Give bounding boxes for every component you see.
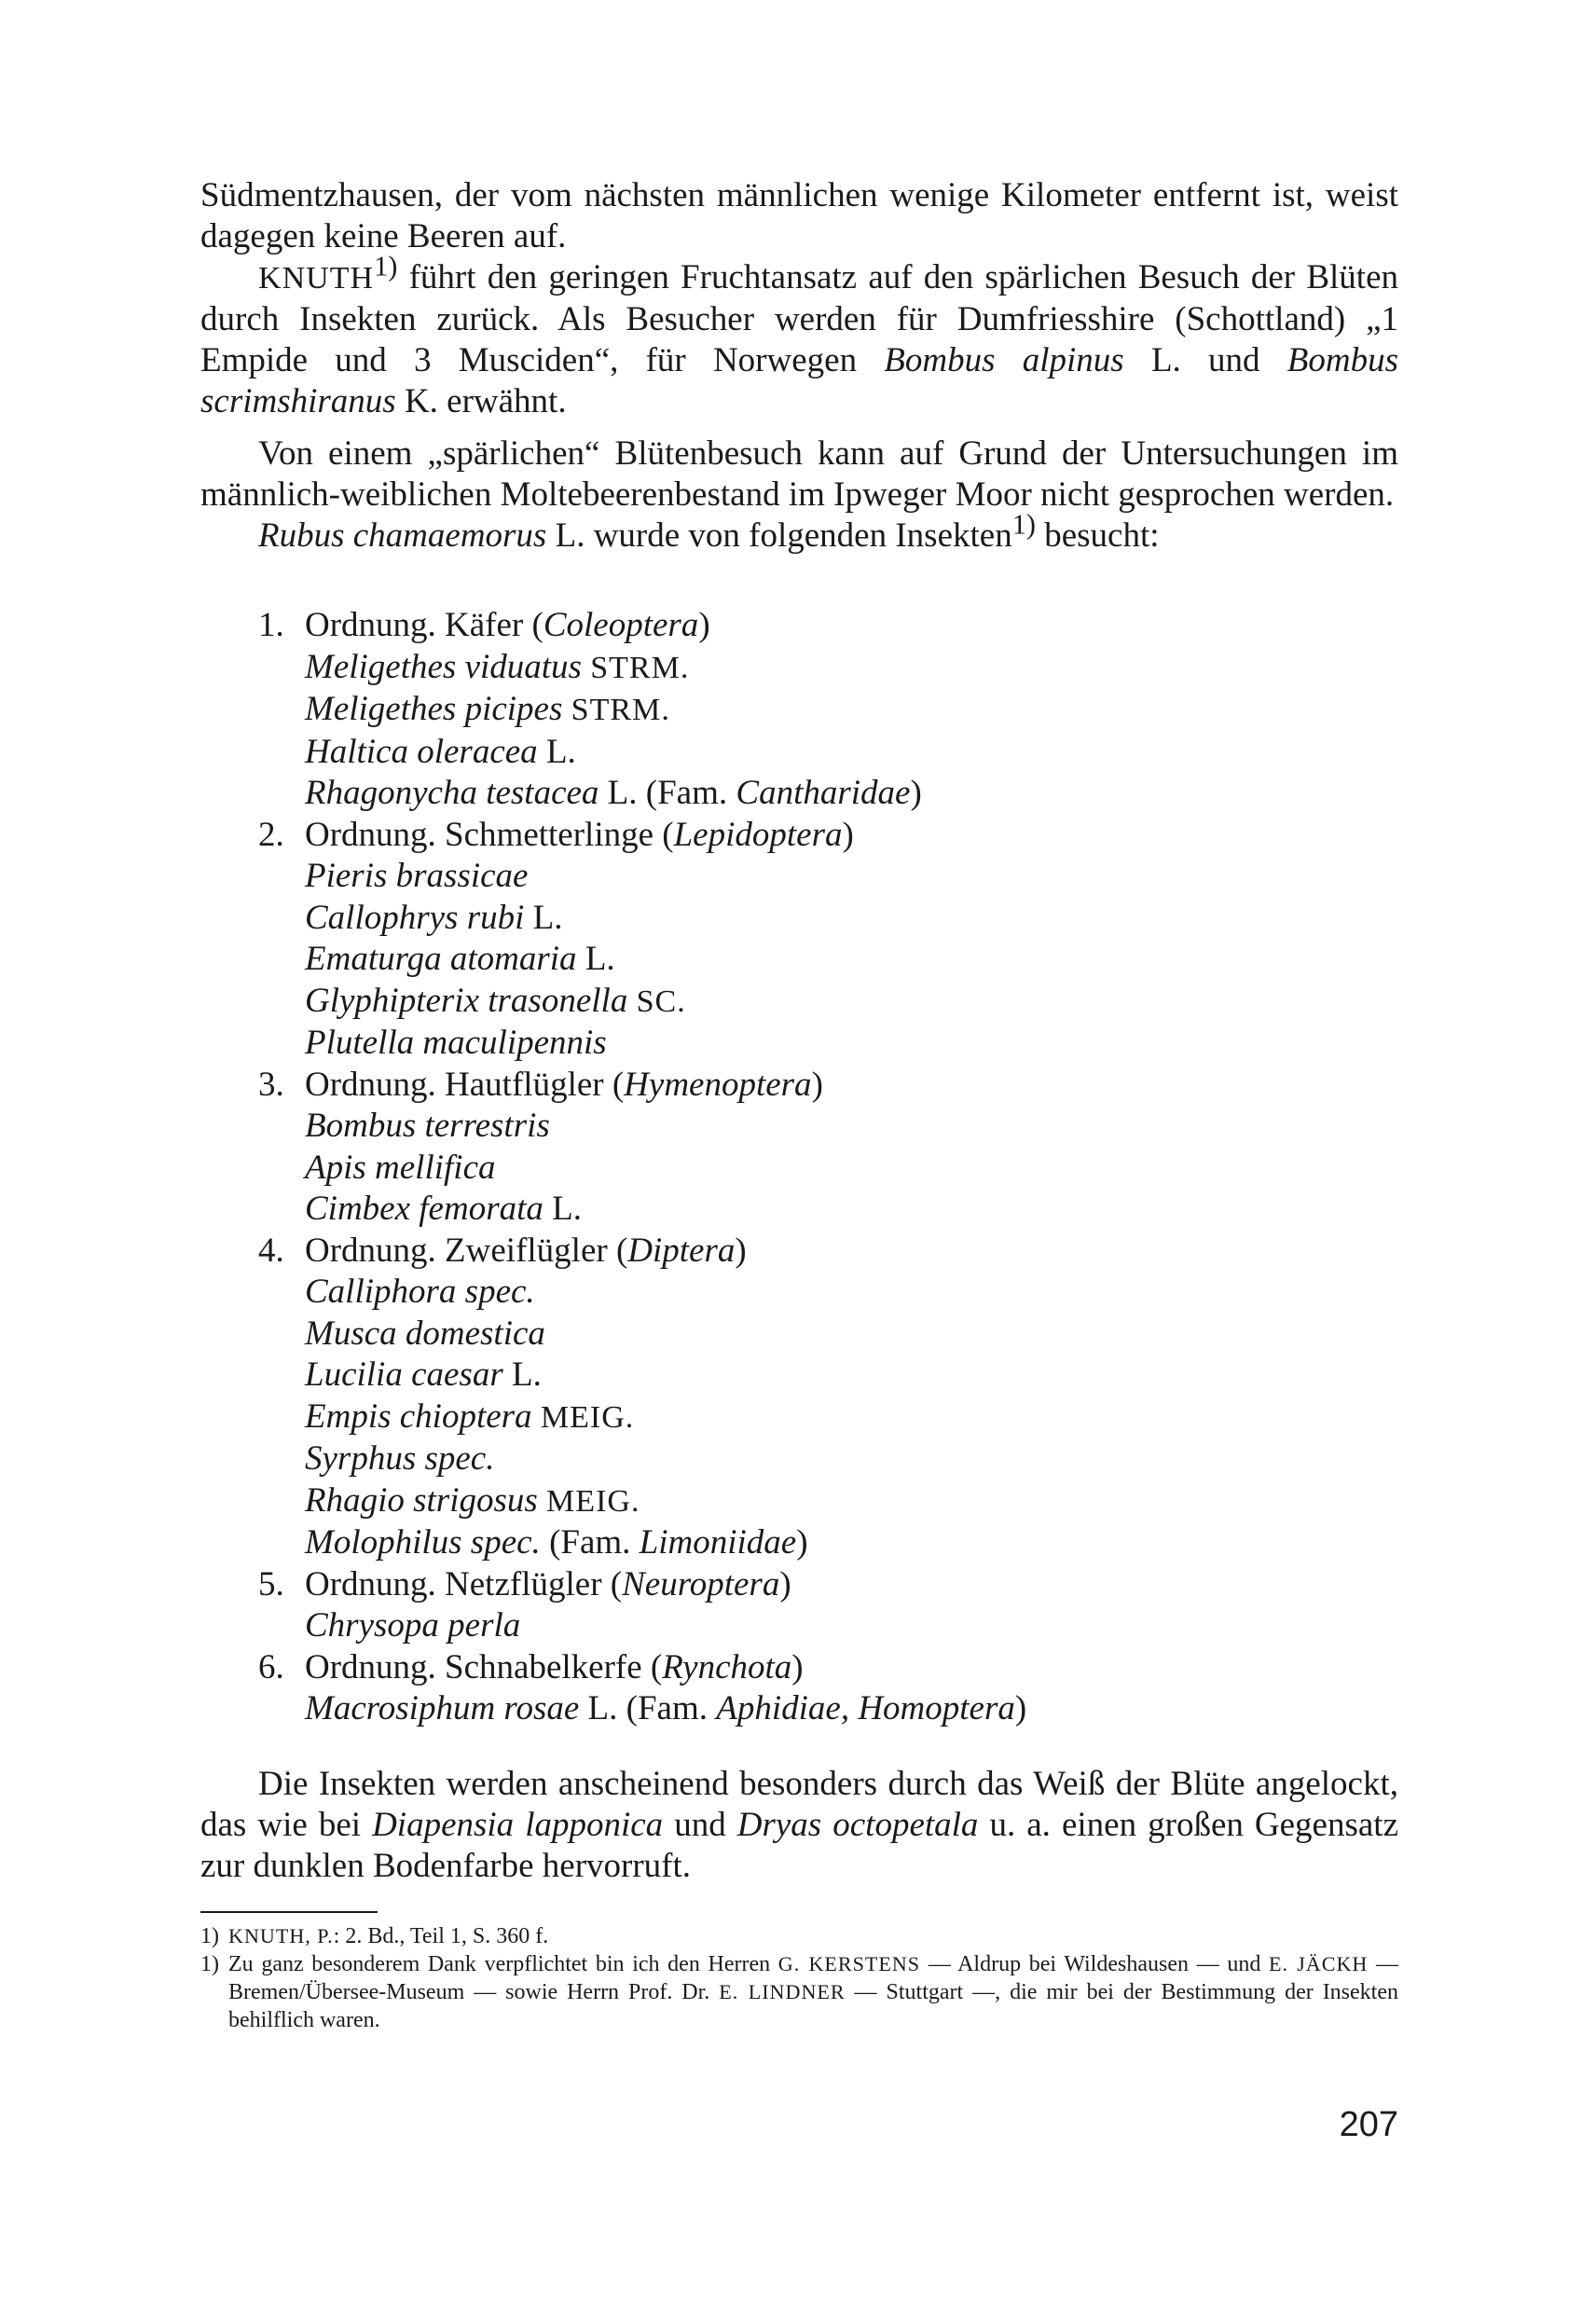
species-item bbox=[200, 981, 1398, 1024]
closing-text-c: u. a. einen großen Gegensatz zur dunklen Bodenfarbe hervorruft. bbox=[200, 1805, 1398, 1885]
order-label: Ordnung. Schmetterlinge ( bbox=[305, 815, 674, 854]
order-label: Ordnung. Zweiflügler ( bbox=[305, 1231, 628, 1270]
species-name: Bombus scrimshiranus bbox=[200, 341, 1398, 420]
paragraph-2-text-b: L. und bbox=[1123, 341, 1287, 379]
species-author: SC. bbox=[636, 984, 686, 1019]
species-name: Syrphus spec. bbox=[305, 1439, 495, 1478]
species-item bbox=[200, 1106, 1398, 1148]
species-name: Haltica oleracea bbox=[305, 732, 538, 771]
species-item bbox=[200, 1314, 1398, 1356]
species-item bbox=[200, 1189, 1398, 1231]
order-close: ) bbox=[779, 1564, 791, 1603]
species-author: L. bbox=[552, 1190, 582, 1228]
family-prefix: (Fam. bbox=[645, 774, 736, 812]
order-latin: Hymenoptera bbox=[624, 1065, 812, 1104]
family-prefix: (Fam. bbox=[549, 1523, 640, 1562]
species-name: Musca domestica bbox=[305, 1314, 545, 1353]
paragraph-2 bbox=[200, 250, 1398, 422]
species-name: Rhagio strigosus bbox=[305, 1480, 538, 1520]
species-author: L. bbox=[532, 898, 563, 937]
closing-text-b: und bbox=[663, 1805, 737, 1844]
footnote-person: G. KERSTENS bbox=[777, 1951, 921, 1975]
author-knuth: KNUTH bbox=[258, 261, 375, 296]
family-name: Aphidiae, Homoptera bbox=[716, 1689, 1015, 1727]
order-close: ) bbox=[842, 815, 854, 854]
species-name: Dryas octopetala bbox=[736, 1805, 979, 1844]
species-item bbox=[200, 1480, 1398, 1523]
family-name: Limoniidae bbox=[639, 1523, 797, 1562]
species-name: Lucilia caesar bbox=[305, 1356, 503, 1394]
species-name: Molophilus spec. bbox=[305, 1523, 541, 1562]
species-name: Bombus alpinus bbox=[884, 341, 1124, 379]
species-item bbox=[200, 1397, 1398, 1439]
order-heading bbox=[200, 1231, 1398, 1273]
species-family bbox=[646, 774, 922, 812]
order-close: ) bbox=[811, 1065, 823, 1104]
page-number: 207 bbox=[1339, 2105, 1398, 2144]
footnote-1 bbox=[200, 1922, 1398, 1950]
order-number: 1. bbox=[258, 606, 284, 644]
order-number: 4. bbox=[258, 1231, 284, 1270]
paragraph-2-text-c: K. erwähnt. bbox=[395, 382, 567, 420]
footnote-divider bbox=[200, 1911, 378, 1913]
footnote-text: — Stuttgart —, die mir bei der Bestimmung der Insekten behilflich waren. bbox=[228, 1979, 1398, 2032]
paragraph-2-text-a: führt den geringen Fruchtansatz auf den spärlichen Besuch der Blüten durch Insekten zurück. Als Besucher werden für Dumfriesshire (Schottland) „1 Empide und 3 Musciden“, für Norwegen bbox=[200, 258, 1398, 379]
species-name: Cimbex femorata bbox=[305, 1190, 543, 1228]
paragraph-4-text-b: besucht: bbox=[1035, 516, 1160, 555]
footnote-ref: 1) bbox=[1011, 508, 1036, 541]
order-label: Ordnung. Hautflügler ( bbox=[305, 1065, 625, 1104]
species-author: L. bbox=[545, 732, 576, 771]
species-name: Diapensia lapponica bbox=[372, 1805, 664, 1844]
species-item bbox=[200, 1438, 1398, 1480]
order-latin: Neuroptera bbox=[622, 1564, 780, 1603]
order-latin: Coleoptera bbox=[543, 606, 699, 644]
paragraph-3: Von einem „spärlichen“ Blütenbesuch kann auf Grund der Untersuchungen im männlich-weiblichen Moltebeerenbestand im Ipweger Moor nicht gesprochen werden. bbox=[200, 434, 1398, 514]
species-author: STRM. bbox=[571, 693, 670, 727]
order-heading bbox=[200, 1564, 1398, 1606]
order-label: Ordnung. Schnabelkerfe ( bbox=[305, 1647, 663, 1686]
paragraph-4-text-a: L. wurde von folgenden Insekten bbox=[546, 516, 1012, 555]
family-prefix: (Fam. bbox=[626, 1689, 717, 1727]
closing-paragraph bbox=[200, 1764, 1398, 1887]
species-item bbox=[200, 1023, 1398, 1065]
footnote-ref: 1) bbox=[374, 250, 398, 282]
species-item bbox=[200, 1522, 1398, 1564]
order-close: ) bbox=[735, 1231, 747, 1270]
species-author: L. bbox=[587, 1689, 618, 1727]
species-name: Meligethes viduatus bbox=[305, 647, 582, 686]
order-number: 2. bbox=[258, 815, 284, 854]
species-item bbox=[200, 1355, 1398, 1397]
species-name: Empis chioptera bbox=[305, 1397, 532, 1436]
family-name: Cantharidae bbox=[736, 774, 911, 812]
species-author: L. bbox=[607, 774, 638, 812]
species-name: Plutella maculipennis bbox=[305, 1024, 607, 1062]
species-item bbox=[200, 689, 1398, 732]
footnote-person: E. JÄCKH bbox=[1269, 1951, 1369, 1975]
order-close: ) bbox=[698, 606, 710, 644]
footnote-mark: 1) bbox=[200, 1951, 219, 1976]
species-item bbox=[200, 939, 1398, 981]
species-family bbox=[549, 1523, 808, 1562]
species-name: Chrysopa perla bbox=[305, 1606, 521, 1645]
species-name: Rhagonycha testacea bbox=[305, 774, 599, 812]
species-name: Pieris brassicae bbox=[305, 857, 529, 895]
species-author: MEIG. bbox=[540, 1399, 635, 1435]
footnote-text: — Aldrup bei Wildeshausen — und bbox=[920, 1951, 1269, 1976]
footnote-2 bbox=[200, 1950, 1398, 2034]
species-name: Meligethes picipes bbox=[305, 690, 563, 728]
order-latin: Rynchota bbox=[662, 1647, 792, 1686]
species-item bbox=[200, 1148, 1398, 1190]
footnote-text: : 2. Bd., Teil 1, S. 360 f. bbox=[333, 1923, 549, 1948]
species-item bbox=[200, 732, 1398, 774]
order-close: ) bbox=[791, 1647, 804, 1686]
order-number: 6. bbox=[258, 1647, 284, 1686]
species-author: L. bbox=[585, 940, 615, 978]
species-item bbox=[200, 1272, 1398, 1314]
order-number: 5. bbox=[258, 1564, 284, 1603]
species-item bbox=[200, 647, 1398, 690]
footnote-text: Zu ganz besonderem Dank verpflichtet bin ich den Herren bbox=[228, 1951, 778, 1976]
species-name: Glyphipterix trasonella bbox=[305, 981, 628, 1020]
paragraph-4 bbox=[200, 508, 1398, 557]
species-author: L. bbox=[511, 1356, 542, 1394]
order-latin: Lepidoptera bbox=[673, 815, 843, 854]
species-name: Ematurga atomaria bbox=[305, 940, 577, 978]
footnote-mark: 1) bbox=[200, 1923, 219, 1948]
order-heading bbox=[200, 1647, 1398, 1689]
family-suffix: ) bbox=[796, 1523, 808, 1562]
paragraph-1: Südmentzhausen, der vom nächsten männlichen wenige Kilometer entfernt ist, weist dagegen keine Beeren auf. bbox=[200, 176, 1398, 255]
species-name: Macrosiphum rosae bbox=[305, 1689, 580, 1727]
order-label: Ordnung. Netzflügler ( bbox=[305, 1564, 623, 1603]
family-suffix: ) bbox=[1014, 1689, 1027, 1727]
species-item bbox=[200, 856, 1398, 898]
species-name: Calliphora spec. bbox=[305, 1273, 535, 1311]
species-author: STRM. bbox=[590, 650, 690, 685]
species-name: Apis mellifica bbox=[305, 1148, 496, 1187]
insect-list bbox=[200, 605, 1398, 1730]
order-latin: Diptera bbox=[627, 1231, 736, 1270]
closing-text-a: Die Insekten werden anscheinend besonders durch das Weiß der Blüte angelockt, das wie bei bbox=[200, 1764, 1398, 1844]
species-item bbox=[200, 1688, 1398, 1730]
species-name: Bombus terrestris bbox=[305, 1107, 550, 1145]
order-number: 3. bbox=[258, 1065, 284, 1104]
order-heading bbox=[200, 815, 1398, 857]
species-name: Callophrys rubi bbox=[305, 898, 525, 937]
order-heading bbox=[200, 605, 1398, 647]
page-body bbox=[200, 175, 1398, 2034]
order-label: Ordnung. Käfer ( bbox=[305, 606, 543, 644]
footnote-text: — Bremen/Übersee-Museum — sowie Herrn Prof. Dr. bbox=[228, 1951, 1399, 2004]
species-name: Rubus chamaemorus bbox=[258, 516, 547, 555]
species-family bbox=[626, 1689, 1027, 1727]
species-author: MEIG. bbox=[546, 1483, 640, 1519]
order-heading bbox=[200, 1065, 1398, 1107]
footnote-person: E. LINDNER bbox=[719, 1979, 846, 2003]
family-suffix: ) bbox=[910, 774, 922, 812]
species-item bbox=[200, 1605, 1398, 1647]
species-item bbox=[200, 773, 1398, 815]
species-item bbox=[200, 898, 1398, 940]
footnote-author: KNUTH, P. bbox=[228, 1923, 334, 1947]
